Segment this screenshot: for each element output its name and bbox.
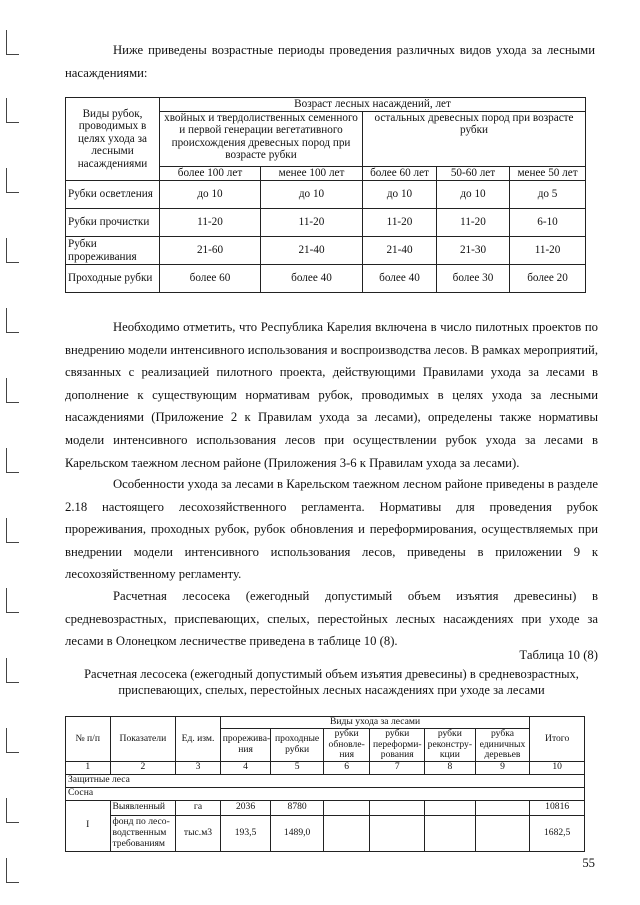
binder-tick	[6, 448, 19, 473]
paragraph-cutting-area: Расчетная лесосека (ежегодный допустимый объем изъятия древесины) в средневозрастных, приспевающих, спелых, перестойных лесных насаждениях при уходе за лесами в Олонецком лесничестве приведена в таблице 10 (8).	[65, 589, 598, 649]
care-type-header: рубки обновле-ния	[323, 729, 370, 762]
column-header: менее 100 лет	[261, 167, 363, 181]
column-number: 1	[66, 761, 111, 774]
value-cell: 193,5	[220, 815, 271, 851]
table-row	[66, 237, 586, 265]
column-number: 3	[176, 761, 221, 774]
species-row: Сосна	[66, 787, 585, 800]
total-cell: 10816	[530, 800, 585, 815]
header-total: Итого	[530, 717, 585, 762]
cell: 21-40	[363, 237, 437, 265]
cell: 11-20	[510, 237, 586, 265]
binder-tick	[6, 588, 19, 613]
column-number: 2	[110, 761, 176, 774]
header-care-types: Виды ухода за лесами	[220, 717, 530, 729]
cutting-area-table	[65, 716, 585, 852]
row-label: Рубки прореживания	[66, 237, 160, 265]
section-row: Защитные леса	[66, 774, 585, 787]
binder-tick	[6, 308, 19, 333]
value-cell	[323, 815, 370, 851]
column-header: более 60 лет	[363, 167, 437, 181]
cell: до 10	[437, 181, 510, 209]
age-header: Возраст лесных насаждений, лет	[160, 98, 586, 112]
cell: 11-20	[261, 209, 363, 237]
binder-margin	[0, 0, 26, 905]
cell: до 10	[363, 181, 437, 209]
care-type-header: рубки переформи-рования	[370, 729, 425, 762]
binder-tick	[6, 728, 19, 753]
cell: до 5	[510, 181, 586, 209]
intro-paragraph: Ниже приведены возрастные периоды проведения различных видов ухода за лесными насаждениями:	[65, 43, 595, 80]
value-cell	[475, 815, 530, 851]
unit-cell: га	[176, 800, 221, 815]
care-type-header: рубки реконстру-кции	[425, 729, 476, 762]
paragraph-pilot-project: Необходимо отметить, что Республика Карелия включена в число пилотных проектов по внедрению модели интенсивного использования и воспроизводства лесов. В рамках мероприятий, связанных с реализацией пилотного проекта, действующими Правилами ухода за лесами в дополнение к существующим нормативам рубок, проводимых в целях ухода за лесными насаждениями (Приложение 2 к Правилам ухода за лесами), определены также нормативы модели интенсивного использования лесов при осуществлении рубок ухода за лесами в Карельском таежном лесном районе (Приложения 3-6 к Правилам ухода за лесами).	[65, 320, 598, 470]
cell: 11-20	[437, 209, 510, 237]
table-row	[66, 800, 585, 815]
total-cell: 1682,5	[530, 815, 585, 851]
header-indicators: Показатели	[110, 717, 176, 762]
table-label: Таблица 10 (8)	[519, 648, 598, 662]
value-cell	[323, 800, 370, 815]
care-type-header: проходные рубки	[271, 729, 324, 762]
cell: более 60	[160, 265, 261, 293]
group1-header: хвойных и твердолиственных семенного и первой генерации вегетативного происхождения древесных пород при возрасте рубки	[160, 112, 363, 167]
unit-cell: тыс.м3	[176, 815, 221, 851]
column-header: 50-60 лет	[437, 167, 510, 181]
binder-tick	[6, 798, 19, 823]
table-caption: Расчетная лесосека (ежегодный допустимый объем изъятия древесины) в средневозрастных, приспевающих, спелых, перестойных лесных насаждениях при уходе за лесами	[84, 667, 579, 697]
value-cell	[425, 800, 476, 815]
binder-tick	[6, 98, 19, 123]
row-label: Рубки прочистки	[66, 209, 160, 237]
table-row	[66, 265, 586, 293]
cell: до 10	[160, 181, 261, 209]
column-number: 8	[425, 761, 476, 774]
indicator-cell: фонд по лесо-водственным требованиям	[110, 815, 176, 851]
paragraph-features: Особенности ухода за лесами в Карельском таежном лесном районе приведены в разделе 2.18 настоящего лесохозяйственного регламента. Нормативы для проведения рубок прореживания, проходных рубок, рубок обновления и переформирования, осуществляемых при внедрении модели интенсивного использования лесов, приведены в приложении 9 к лесохозяйственному регламенту.	[65, 477, 598, 582]
value-cell: 1489,0	[271, 815, 324, 851]
cell: 21-60	[160, 237, 261, 265]
value-cell	[425, 815, 476, 851]
cell: 6-10	[510, 209, 586, 237]
binder-tick	[6, 518, 19, 543]
column-number: 6	[323, 761, 370, 774]
column-number: 4	[220, 761, 271, 774]
indicator-cell: Выявленный	[110, 800, 176, 815]
column-header: менее 50 лет	[510, 167, 586, 181]
row-label: Рубки осветления	[66, 181, 160, 209]
cell: более 40	[363, 265, 437, 293]
care-type-header: прорежива-ния	[220, 729, 271, 762]
binder-tick	[6, 858, 19, 883]
row-number: I	[66, 800, 111, 851]
binder-tick	[6, 168, 19, 193]
cell: более 40	[261, 265, 363, 293]
column-header: более 100 лет	[160, 167, 261, 181]
header-unit: Ед. изм.	[176, 717, 221, 762]
value-cell	[370, 815, 425, 851]
cell: 11-20	[160, 209, 261, 237]
column-number: 9	[475, 761, 530, 774]
cell: более 20	[510, 265, 586, 293]
binder-tick	[6, 30, 19, 55]
column-number: 10	[530, 761, 585, 774]
column-number: 5	[271, 761, 324, 774]
cell: до 10	[261, 181, 363, 209]
care-type-header: рубка единичных деревьев	[475, 729, 530, 762]
value-cell	[475, 800, 530, 815]
table-row	[66, 181, 586, 209]
cell: 21-30	[437, 237, 510, 265]
cell: 21-40	[261, 237, 363, 265]
corner-header: Виды рубок, проводимых в целях ухода за лесными насаждениями	[66, 98, 160, 181]
column-number: 7	[370, 761, 425, 774]
cell: более 30	[437, 265, 510, 293]
value-cell: 8780	[271, 800, 324, 815]
value-cell	[370, 800, 425, 815]
value-cell: 2036	[220, 800, 271, 815]
table-row	[66, 209, 586, 237]
group2-header: остальных древесных пород при возрасте рубки	[363, 112, 586, 167]
page-number: 55	[582, 856, 595, 870]
table-row	[66, 815, 585, 851]
binder-tick	[6, 238, 19, 263]
age-periods-table	[65, 97, 586, 293]
header-num: № п/п	[66, 717, 111, 762]
cell: 11-20	[363, 209, 437, 237]
row-label: Проходные рубки	[66, 265, 160, 293]
binder-tick	[6, 658, 19, 683]
binder-tick	[6, 378, 19, 403]
